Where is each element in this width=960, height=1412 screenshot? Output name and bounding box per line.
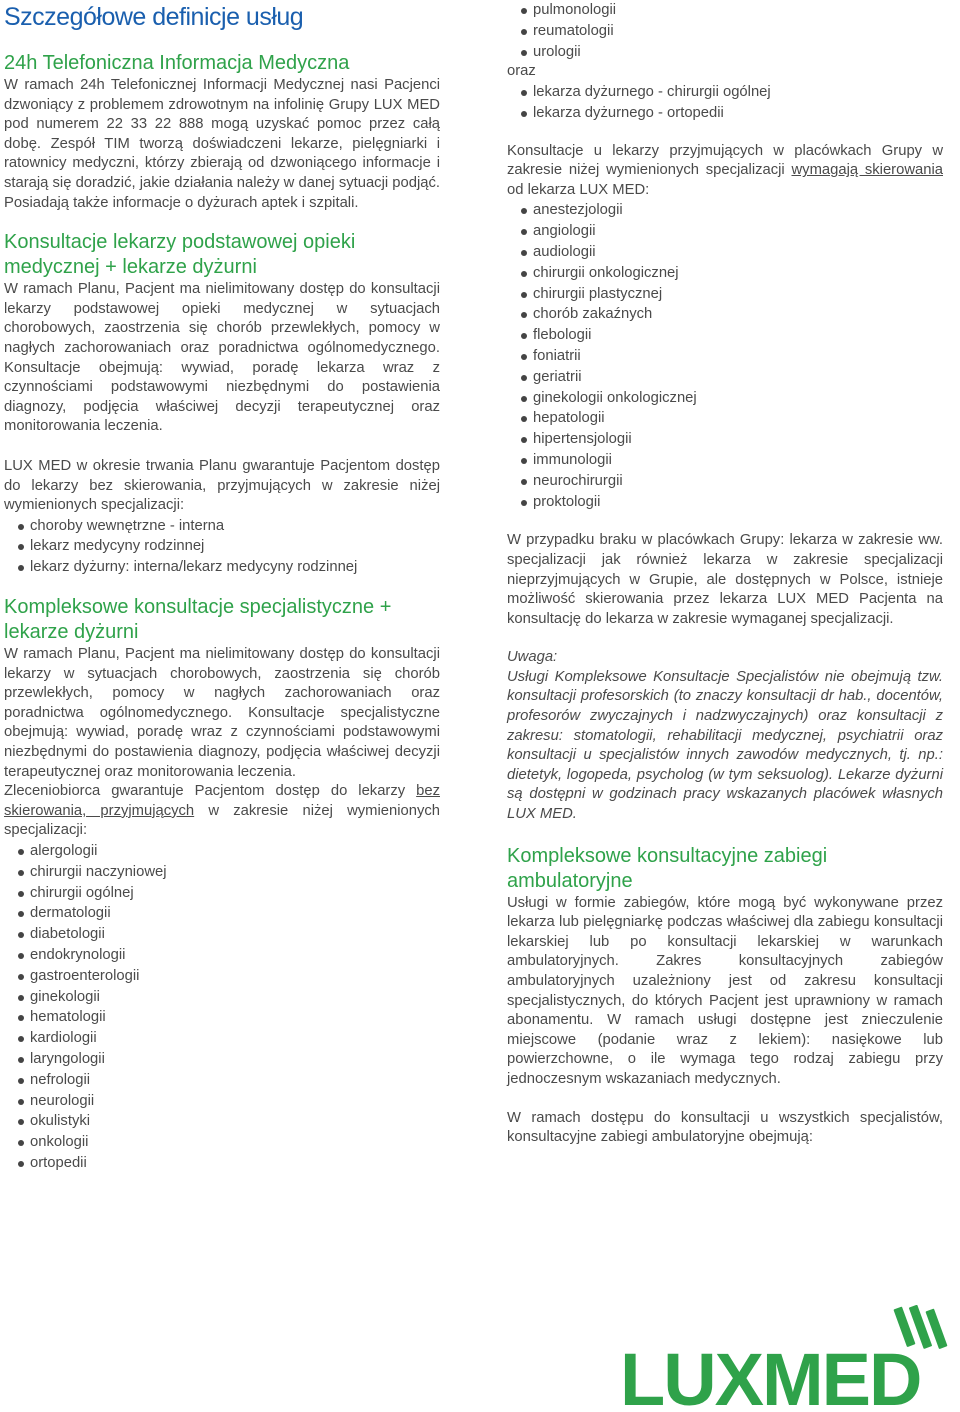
text-span: w zakresie niżej wymienionych specjalizacji: <box>4 802 440 839</box>
list-item: chorób zakaźnych <box>507 304 943 325</box>
underlined-text: bez skierowania, przyjmujących <box>4 783 440 819</box>
specialist-paragraph: W ramach Planu, Pacjent ma nielimitowany dostęp do konsultacji lekarzy w sytuacjach chorobowych, zaostrzenia się chorób przewlekłych, pomocy w nagłych zachorowaniach oraz poradnictwa ogólnomedycznego. Konsultacje specjalistyczne obejmują: wywiad, poradę wraz z czynnościami podstawowymi niezbędnymi do postawienia diagnozy, podjęcia właściwej decyzji terapeutycznej oraz monitorowania leczenia. <box>4 646 440 780</box>
list-item: pulmonologii <box>507 0 943 21</box>
note-text: Usługi Kompleksowe Konsultacje Specjalistów nie obejmują tzw. konsultacji profesorskich (to znaczy konsultacji dr hab., docentów, profesorów zwyczajnych i nadzwyczajnych) oraz konsultacji z zakresu: stomatologii, rehabilitacji medycznej, psychiatrii oraz konsultacji u specjalistów innych zawodów medycznych, tj. np.: dietetyk, logopeda, psycholog (w tym seksuolog). Lekarze dyżurni są dostępni w godzinach pracy wskazanych placówek własnych LUX MED. <box>507 668 943 823</box>
list-item: lekarza dyżurnego - chirurgii ogólnej <box>507 82 943 103</box>
specialist-no-referral-list <box>4 841 440 1174</box>
list-item: dermatologii <box>4 903 440 924</box>
left-column <box>4 0 440 1174</box>
list-item: hepatologii <box>507 408 943 429</box>
specialist-guarantee-paragraph <box>4 782 440 841</box>
list-item: alergologii <box>4 841 440 862</box>
list-item: angiologii <box>507 221 943 242</box>
section-heading-ambulatory: Kompleksowe konsultacyjne zabiegi ambulatoryjne <box>507 844 828 892</box>
list-item: laryngologii <box>4 1049 440 1070</box>
list-item: urologii <box>507 42 943 63</box>
section-heading-specialist: Kompleksowe konsultacje specjalistyczne + lekarze dyżurni <box>4 596 392 644</box>
list-item: ortopedii <box>4 1153 440 1174</box>
poz-guarantee-paragraph: LUX MED w okresie trwania Planu gwarantuje Pacjentom dostęp do lekarzy bez skierowania, przyjmujących w zakresie niżej wymienionych specjalizacji: <box>4 457 440 514</box>
list-item: endokrynologii <box>4 945 440 966</box>
lack-of-doctor-paragraph: W przypadku braku w placówkach Grupy: lekarza w zakresie ww. specjalizacji jak również lekarza w zakresie specjalizacji nieprzyjmujących w Grupie, ale dostępnych w Polsce, istnieje możliwość skierowania przez lekarza LUX MED Pacjenta na konsultację do lekarza w zakresie wymaganej specjalizacji. <box>507 532 943 627</box>
oraz-text: oraz <box>507 63 536 80</box>
tim-paragraph: W ramach 24h Telefonicznej Informacji Medycznej nasi Pacjenci dzwoniący z problemem zdrowotnym na infolinię Grupy LUX MED pod numerem 22 33 22 888 mogą uzyskać pomoc przez całą dobę. Zespół TIM tworzą doświadczeni lekarze, pielęgniarki i ratownicy medyczni, którzy zbierają od dzwoniącego informacje i starają się doradzić, jakie działania należy w danej sytuacji podjąć. Posiadają także informacje o dyżurach aptek i szpitali. <box>4 77 440 211</box>
ambulatory-paragraph: Usługi w formie zabiegów, które mogą być wykonywane przez lekarza lub pielęgniarkę podczas właściwej dla zabiegu konsultacji lekarskiej lub po konsultacji lekarskiej w warunkach ambulatoryjnych. Zakres konsultacyjnych zabiegów ambulatoryjnych uzależniony jest od zakresu konsultacji specjalistycznych, do których Pacjent jest uprawniony w ramach abonamentu. W ramach usługi dostępne jest znieczulenie miejscowe (podanie wraz z lekiem): nasiękowe lub powierzchowne, o ile wymaga tego rodzaj zabiegu przy jednoczesnym wskazaniach medycznych. <box>507 894 943 1087</box>
ambulatory-scope-paragraph: W ramach dostępu do konsultacji u wszystkich specjalistów, konsultacyjne zabiegi ambulatoryjne obejmują: <box>507 1109 943 1146</box>
duty-doctors-list <box>507 82 943 124</box>
page-title: Szczegółowe definicje usług <box>4 3 304 31</box>
list-item: kardiologii <box>4 1028 440 1049</box>
list-item: lekarza dyżurnego - ortopedii <box>507 103 943 124</box>
list-item: chirurgii onkologicznej <box>507 263 943 284</box>
section-heading-tim: 24h Telefoniczna Informacja Medyczna <box>4 52 350 74</box>
underlined-text: wymagają skierowania <box>791 162 943 179</box>
poz-paragraph: W ramach Planu, Pacjent ma nielimitowany dostęp do konsultacji lekarzy podstawowej opieki medycznej w sytuacjach chorobowych, zaostrzenia się chorób przewlekłych, pomocy w nagłych zachorowaniach oraz poradnictwa ogólnomedycznego. Konsultacje obejmują: wywiad, poradę lekarza wraz z czynnościami podstawowymi niezbędnymi do postawienia diagnozy, podjęcia właściwej decyzji terapeutycznej oraz monitorowania leczenia. <box>4 281 440 435</box>
specialist-list-continued <box>507 0 943 62</box>
list-item: ginekologii onkologicznej <box>507 388 943 409</box>
list-item: foniatrii <box>507 346 943 367</box>
list-item: immunologii <box>507 450 943 471</box>
list-item: neurologii <box>4 1091 440 1112</box>
list-item: geriatrii <box>507 367 943 388</box>
list-item: hematologii <box>4 1007 440 1028</box>
list-item: hipertensjologii <box>507 429 943 450</box>
note-block <box>507 648 943 824</box>
list-item: audiologii <box>507 242 943 263</box>
list-item: proktologii <box>507 492 943 513</box>
list-item: neurochirurgii <box>507 471 943 492</box>
list-item: chirurgii plastycznej <box>507 284 943 305</box>
logo-wordmark: LUXMED <box>620 1338 921 1409</box>
text-span: od lekarza LUX MED: <box>507 181 650 198</box>
referral-required-list <box>507 200 943 512</box>
list-item: choroby wewnętrzne - interna <box>4 516 440 537</box>
list-item: chirurgii naczyniowej <box>4 862 440 883</box>
list-item: flebologii <box>507 325 943 346</box>
list-item: ginekologii <box>4 987 440 1008</box>
list-item: lekarz medycyny rodzinnej <box>4 536 440 557</box>
section-heading-poz: Konsultacje lekarzy podstawowej opieki medycznej + lekarze dyżurni <box>4 231 356 279</box>
text-span: Konsultacje u lekarzy przyjmujących w placówkach Grupy w zakresie niżej wymienionych specjalizacji <box>507 142 943 179</box>
list-item: gastroenterologii <box>4 966 440 987</box>
list-item: chirurgii ogólnej <box>4 883 440 904</box>
list-item: diabetologii <box>4 924 440 945</box>
list-item: lekarz dyżurny: interna/lekarz medycyny rodzinnej <box>4 557 440 578</box>
text-span: Zleceniobiorca gwarantuje Pacjentom dostęp do lekarzy <box>4 783 417 800</box>
poz-specializations-list <box>4 516 440 578</box>
note-label: Uwaga: <box>507 649 558 666</box>
referral-paragraph <box>507 142 943 201</box>
right-column <box>507 0 943 1148</box>
list-item: okulistyki <box>4 1111 440 1132</box>
list-item: reumatologii <box>507 21 943 42</box>
list-item: anestezjologii <box>507 200 943 221</box>
list-item: nefrologii <box>4 1070 440 1091</box>
list-item: onkologii <box>4 1132 440 1153</box>
luxmed-logo <box>620 1305 950 1409</box>
